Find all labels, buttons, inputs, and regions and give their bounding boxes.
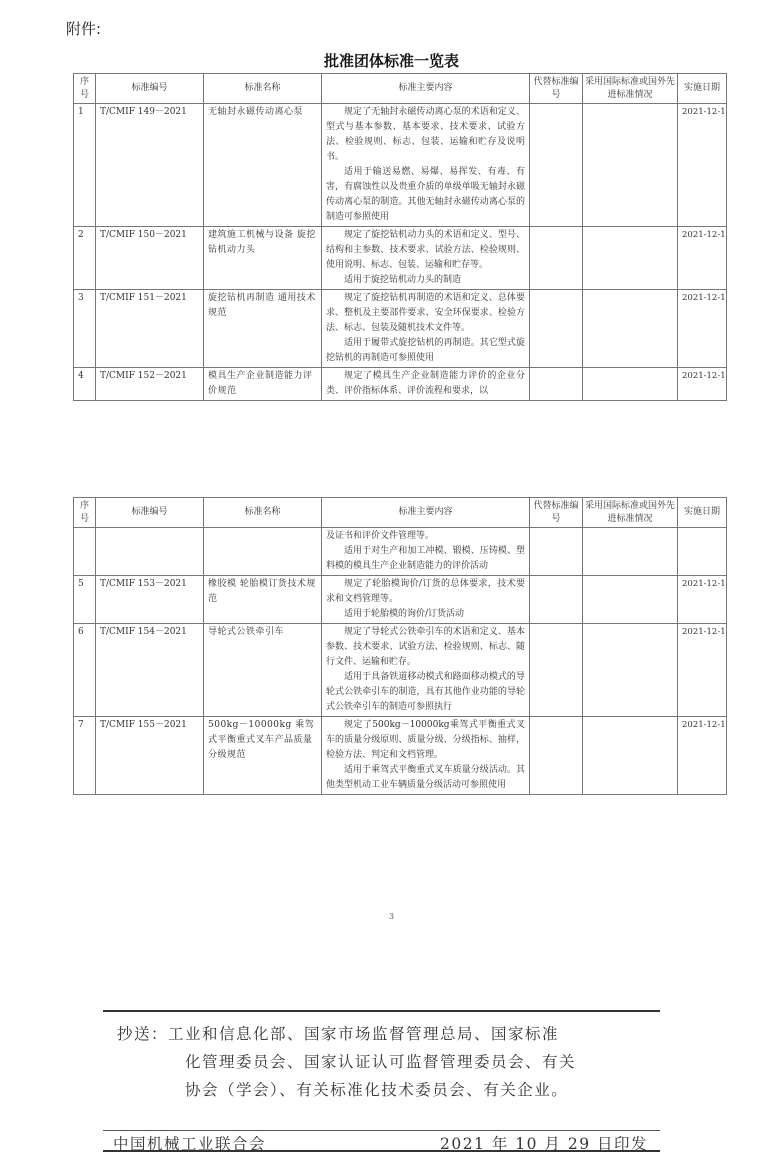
standards-table-page-1: [73, 73, 727, 401]
row-code: T/CMIF 154－2021: [96, 624, 204, 717]
cc-line: 协会（学会）、有关标准化技术委员会、有关企业。: [185, 1081, 569, 1099]
row-content: [322, 528, 530, 576]
row-code: T/CMIF 153－2021: [96, 576, 204, 624]
table-header-row: [74, 74, 727, 104]
row-replaced: [530, 624, 583, 717]
row-replaced: [530, 368, 583, 401]
row-date: 2021-12-1: [678, 624, 727, 717]
content-applicability: 适用于轮胎模的询价/订货活动: [344, 609, 465, 619]
row-date: 2021-12-1: [678, 290, 727, 368]
row-no: 6: [74, 624, 96, 717]
content-scope: 规定了模具生产企业制造能力评价的企业分类、评价指标体系、评价流程和要求，以: [326, 371, 525, 396]
header-date: 实施日期: [678, 74, 727, 104]
header-intl: 采用国际标准或国外先进标准情况: [583, 498, 678, 528]
row-intl: [583, 104, 678, 227]
cc-line: 化管理委员会、国家认证认可监督管理委员会、有关: [185, 1053, 577, 1071]
header-date: 实施日期: [678, 498, 727, 528]
row-replaced: [530, 227, 583, 290]
header-replaced: 代替标准编号: [530, 74, 583, 104]
document-title: 批准团体标准一览表: [323, 52, 459, 70]
table-row: [74, 576, 727, 624]
content-applicability: 适用于乘驾式平衡重式叉车质量分级活动。其他类型机动工业车辆质量分级活动可参照使用: [326, 765, 525, 790]
table-row: [74, 290, 727, 368]
row-intl: [583, 290, 678, 368]
row-no: 5: [74, 576, 96, 624]
header-code: 标准编号: [96, 74, 204, 104]
footer-divider: [103, 1130, 660, 1131]
content-applicability: 适用于履带式旋挖钻机的再制造。其它型式旋挖钻机的再制造可参照使用: [326, 338, 525, 363]
content-scope: 规定了旋挖钻机再制造的术语和定义、总体要求、整机及主要部件要求、安全环保要求、检验方法、标志、包装及随机技术文件等。: [326, 293, 525, 333]
row-name: 建筑施工机械与设备 旋挖钻机动力头: [204, 227, 322, 290]
attachment-label: 附件:: [66, 20, 102, 38]
header-name: 标准名称: [204, 74, 322, 104]
content-applicability: 适用于对生产和加工冲模、锻模、压铸模、塑料模的模具生产企业制造能力的评价活动: [326, 546, 525, 571]
table-row: [74, 717, 727, 795]
table-header-row: [74, 498, 727, 528]
header-intl: 采用国际标准或国外先进标准情况: [583, 74, 678, 104]
header-no: 序号: [74, 498, 96, 528]
row-content: [322, 227, 530, 290]
table-row: [74, 104, 727, 227]
table-row: [74, 624, 727, 717]
row-content: [322, 717, 530, 795]
content-scope-continued: 及证书和评价文件管理等。: [326, 531, 435, 541]
distribution-footer: [103, 1010, 660, 1152]
row-name: 旋挖钻机再制造 通用技术规范: [204, 290, 322, 368]
row-replaced: [530, 290, 583, 368]
row-date: 2021-12-1: [678, 717, 727, 795]
header-no: 序号: [74, 74, 96, 104]
content-applicability: 适用于具备铁道移动模式和路面移动模式的导轮式公铁牵引车的制造，具有其他作业功能的导轮式公铁牵引车的制造可参照执行: [326, 672, 525, 712]
row-date: 2021-12-1: [678, 368, 727, 401]
row-content: [322, 576, 530, 624]
header-replaced: 代替标准编号: [530, 498, 583, 528]
row-code: T/CMIF 152－2021: [96, 368, 204, 401]
cc-list: [117, 1020, 657, 1104]
print-date: 2021 年 10 月 29 日印发: [439, 1135, 648, 1153]
row-replaced: [530, 717, 583, 795]
row-date: 2021-12-1: [678, 576, 727, 624]
row-code: T/CMIF 149－2021: [96, 104, 204, 227]
content-applicability: 适用于输送易燃、易爆、易挥发、有毒、有害，有腐蚀性以及贵重介质的单级单吸无轴封永磁传动离心泵的制造。其他无轴封永磁传动离心泵的制造可参照使用: [326, 167, 525, 222]
content-scope: 规定了轮胎模询价/订货的总体要求，技术要求和文档管理等。: [326, 579, 525, 604]
row-intl: [583, 227, 678, 290]
row-code: T/CMIF 155－2021: [96, 717, 204, 795]
row-intl: [583, 576, 678, 624]
row-content: [322, 624, 530, 717]
row-no: 1: [74, 104, 96, 227]
row-name: 模具生产企业制造能力评价规范: [204, 368, 322, 401]
row-name: 无轴封永磁传动离心泵: [204, 104, 322, 227]
row-no: 2: [74, 227, 96, 290]
row-intl: [583, 717, 678, 795]
row-date: 2021-12-1: [678, 104, 727, 227]
row-name: 橡胶模 轮胎模订货技术规范: [204, 576, 322, 624]
row-replaced: [530, 576, 583, 624]
header-content: 标准主要内容: [322, 74, 530, 104]
cc-line: 抄送：工业和信息化部、国家市场监督管理总局、国家标准: [117, 1025, 560, 1043]
header-content: 标准主要内容: [322, 498, 530, 528]
row-content: [322, 104, 530, 227]
row-no: 3: [74, 290, 96, 368]
header-code: 标准编号: [96, 498, 204, 528]
issuer-name: 中国机械工业联合会: [113, 1135, 267, 1153]
table-row: [74, 368, 727, 401]
standards-table-page-2: [73, 497, 727, 795]
row-content: [322, 368, 530, 401]
row-intl: [583, 624, 678, 717]
row-content: [322, 290, 530, 368]
row-no: 7: [74, 717, 96, 795]
table-row-continued: [74, 528, 727, 576]
row-code: T/CMIF 150－2021: [96, 227, 204, 290]
row-name: 导轮式公铁牵引车: [204, 624, 322, 717]
header-name: 标准名称: [204, 498, 322, 528]
content-scope: 规定了旋挖钻机动力头的术语和定义、型号、结构和主参数、技术要求、试验方法、检验规则、使用说明、标志、包装、运输和贮存等。: [326, 230, 525, 270]
row-intl: [583, 368, 678, 401]
page-number: 3: [388, 912, 395, 921]
row-no: 4: [74, 368, 96, 401]
content-applicability: 适用于旋挖钻机动力头的制造: [344, 275, 462, 285]
row-date: 2021-12-1: [678, 227, 727, 290]
row-code: T/CMIF 151－2021: [96, 290, 204, 368]
row-replaced: [530, 104, 583, 227]
content-scope: 规定了无轴封永磁传动离心泵的术语和定义、型式与基本参数、基本要求、技术要求、试验方法、检验规则、标志、包装、运输和贮存及说明书。: [326, 107, 525, 162]
table-row: [74, 227, 727, 290]
content-scope: 规定了导轮式公铁牵引车的术语和定义、基本参数、技术要求、试验方法、检验规则、标志、随行文件、运输和贮存。: [326, 627, 525, 667]
content-scope: 规定了500kg－10000kg乘驾式平衡重式叉车的质量分级原则、质量分级、分级指标、抽样，检验方法、判定和文档管理。: [326, 720, 525, 760]
row-name: 500kg－10000kg 乘驾式平衡重式叉车产品质量分级规范: [204, 717, 322, 795]
